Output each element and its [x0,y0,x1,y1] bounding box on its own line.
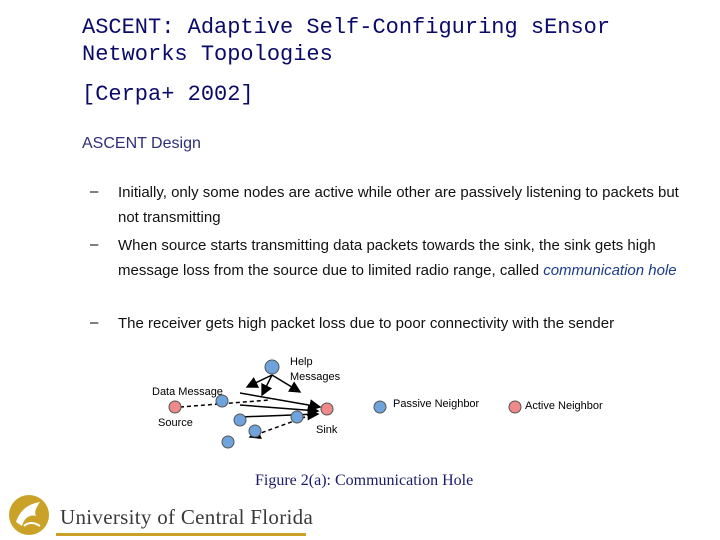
passive-node [291,411,303,423]
legend-passive-label: Passive Neighbor [393,398,480,410]
sink-node [321,403,333,415]
title-line-2: Networks Topologies [82,42,333,67]
legend-active-label: Active Neighbor [525,400,603,412]
legend-active-swatch [509,401,521,413]
pegasus-logo-icon [6,492,52,538]
passive-node [234,414,246,426]
passive-node [222,436,234,448]
bullet-text-2-main: When source starts transmitting data packets towards the sink, the sink gets high message loss from the source due to limited radio range, called [118,237,656,279]
university-name: University of Central Florida [60,505,314,529]
sink-label: Sink [316,424,338,436]
source-node [169,401,181,413]
bullet-marker: – [90,236,99,253]
bullet-text-2 [118,233,698,283]
passive-node [265,360,279,374]
divider [70,115,710,117]
communication-hole-term: communication hole [543,262,677,279]
title-line-1: ASCENT: Adaptive Self-Configuring sEnsor [82,15,611,40]
legend-passive-swatch [374,401,386,413]
figure-caption: Figure 2(a): Communication Hole [255,472,474,489]
slide-title [82,14,610,68]
citation: [Cerpa+ 2002] [82,82,254,107]
source-label: Source [158,417,193,429]
section-heading: ASCENT Design [82,135,201,152]
bullet-marker: – [90,183,99,200]
footer-underline [56,533,306,536]
data-message-arrow [240,414,318,417]
passive-node [249,425,261,437]
data-message-arrow [240,393,320,407]
help-messages-label: Messages [290,371,341,383]
data-message-arrow [240,405,318,411]
bullet-text-1: Initially, only some nodes are active while other are passively listening to packets but not transmitting [118,184,679,226]
bullet-text-3: The receiver gets high packet loss due to poor connectivity with the sender [118,315,615,332]
data-message-label: Data Message [152,386,223,398]
bullet-marker: – [90,314,99,331]
help-messages-label: Help [290,356,313,368]
